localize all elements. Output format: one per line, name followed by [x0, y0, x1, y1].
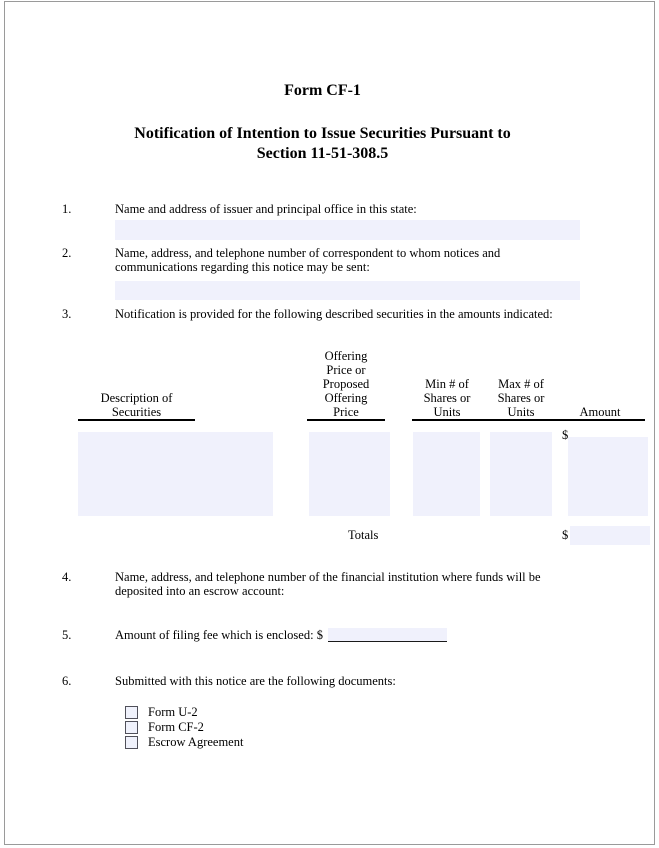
offering-price-field[interactable]	[309, 432, 390, 516]
col-header-offering-price: Offering Price or Proposed Offering Price	[322, 349, 370, 419]
item-5-label: Amount of filing fee which is enclosed: $	[115, 628, 323, 642]
form-subtitle-line2: Section 11-51-308.5	[256, 145, 389, 162]
shares-amount-header-underline	[412, 419, 645, 421]
description-of-securities-field[interactable]	[78, 432, 273, 516]
item-1-number: 1.	[62, 202, 72, 216]
col-header-max-shares: Max # of Shares or Units	[497, 377, 545, 419]
checkbox-escrow-agreement-label: Escrow Agreement	[148, 735, 244, 749]
issuer-address-field[interactable]	[115, 220, 580, 240]
checkbox-form-u2[interactable]	[125, 706, 138, 719]
item-2-label: Name, address, and telephone number of correspondent to whom notices and communications regarding this notice may be sent:	[115, 246, 501, 274]
item-6-label: Submitted with this notice are the following documents:	[115, 674, 396, 688]
totals-label: Totals	[348, 528, 379, 542]
item-3-number: 3.	[62, 307, 72, 321]
checkbox-form-cf2[interactable]	[125, 721, 138, 734]
col-header-min-shares: Min # of Shares or Units	[423, 377, 471, 419]
item-6-number: 6.	[62, 674, 72, 688]
col-header-description: Description of Securities	[100, 391, 173, 419]
filing-fee-field[interactable]	[328, 628, 447, 642]
item-4-label: Name, address, and telephone number of the financial institution where funds will be deposited into an escrow account:	[115, 570, 541, 598]
form-subtitle	[40, 124, 605, 164]
item-5-number: 5.	[62, 628, 72, 642]
offering-price-header-underline	[307, 419, 385, 421]
item-1-label: Name and address of issuer and principal office in this state:	[115, 202, 417, 216]
item-4-number: 4.	[62, 570, 72, 584]
max-shares-field[interactable]	[490, 432, 552, 516]
correspondent-field[interactable]	[115, 281, 580, 300]
totals-field[interactable]	[570, 526, 650, 545]
item-3-label: Notification is provided for the following described securities in the amounts indicated:	[115, 307, 553, 321]
form-subtitle-line1: Notification of Intention to Issue Securities Pursuant to	[134, 125, 511, 142]
description-header-underline	[78, 419, 195, 421]
min-shares-field[interactable]	[413, 432, 480, 516]
amount-field[interactable]	[568, 437, 648, 516]
amount-dollar-sign: $	[562, 428, 569, 442]
checkbox-escrow-agreement[interactable]	[125, 736, 138, 749]
checkbox-form-cf2-label: Form CF-2	[148, 720, 204, 734]
form-title: Form CF-1	[284, 82, 361, 99]
item-2-number: 2.	[62, 246, 72, 260]
col-header-amount: Amount	[579, 405, 621, 419]
totals-dollar-sign: $	[562, 528, 569, 542]
checkbox-form-u2-label: Form U-2	[148, 705, 198, 719]
